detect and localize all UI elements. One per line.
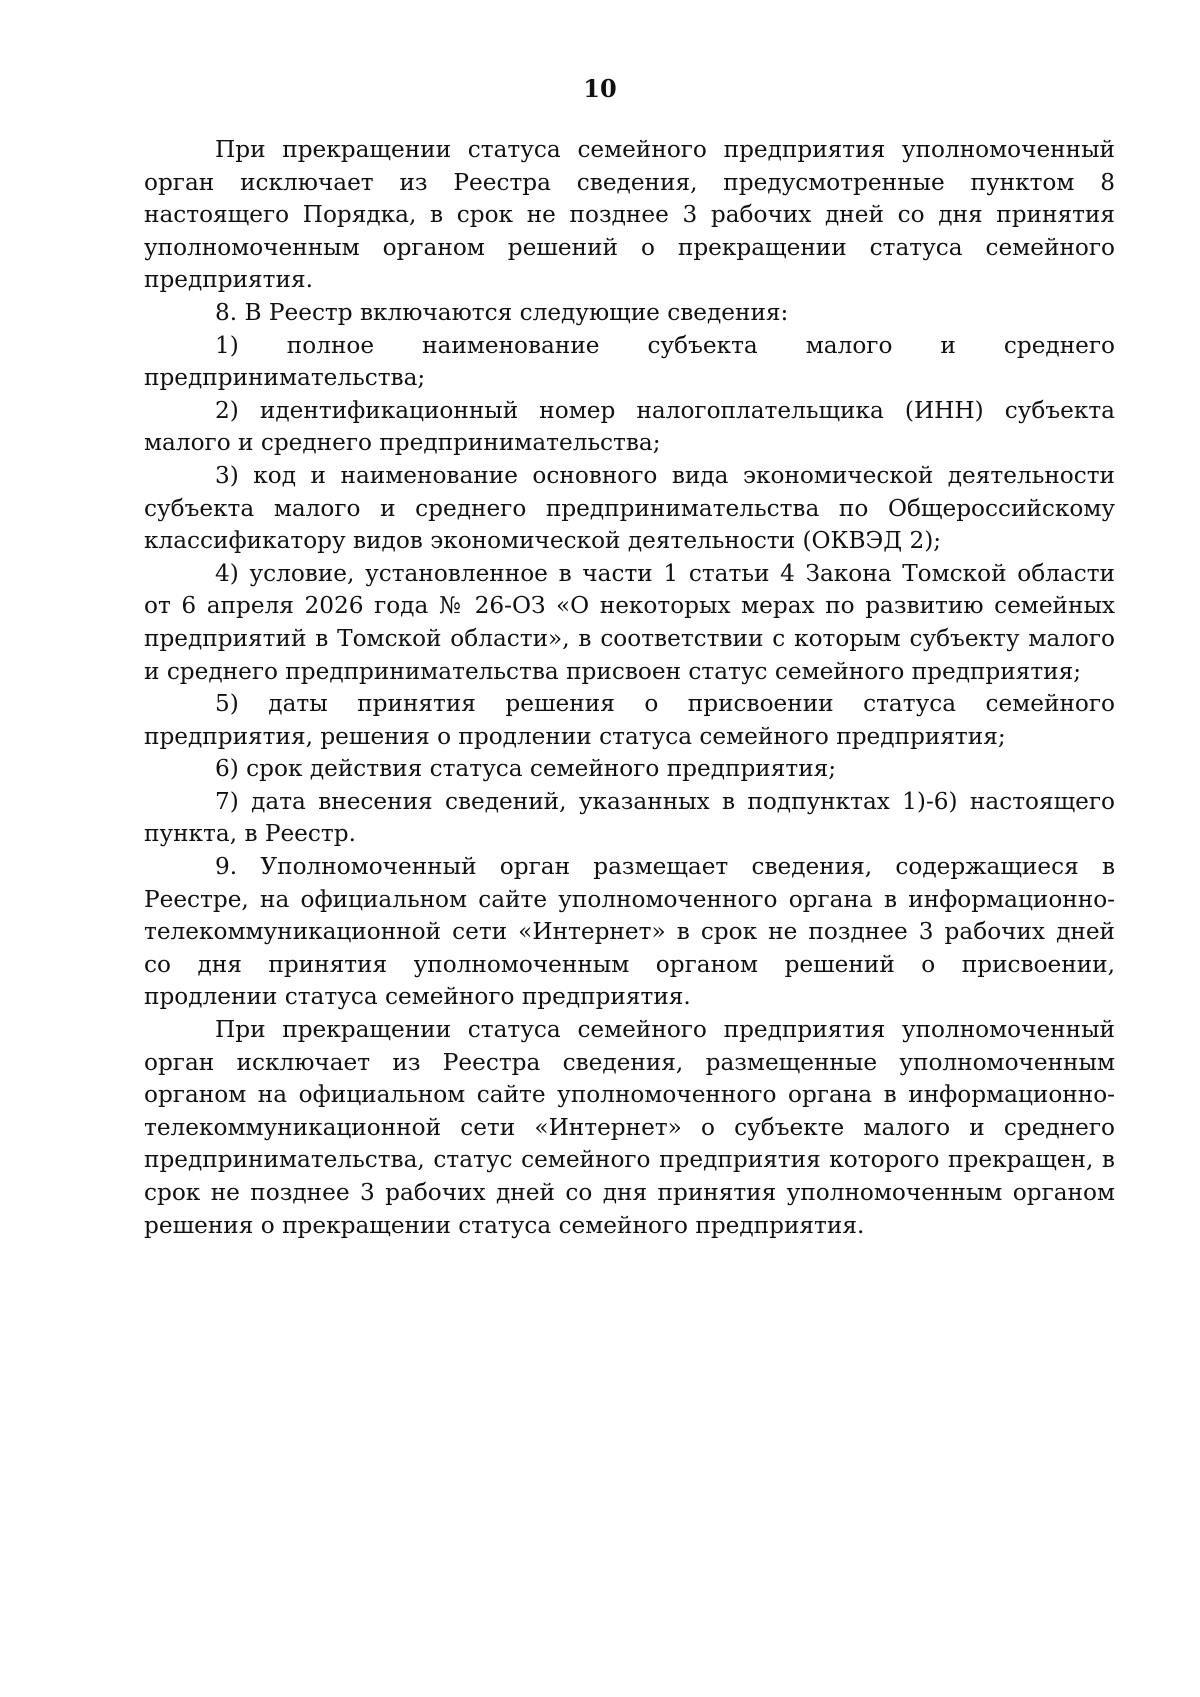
- paragraph-termination-exclusion: При прекращении статуса семейного предприятия уполномоченный орган исключает из Реестра сведения, предусмотренные пунктом 8 настоящего Порядка, в срок не позднее 3 рабочих дней со дня принятия уполномоченным органом решений о прекращении статуса семейного предприятия.: [144, 136, 1115, 294]
- paragraph-subitem-1: 1) полное наименование субъекта малого и среднего предпринимательства;: [144, 331, 1115, 392]
- document-body: [144, 134, 1115, 1242]
- paragraph-item-9: 9. Уполномоченный орган размещает сведения, содержащиеся в Реестре, на официальном сайте уполномоченного органа в информационно-телекоммуникационной сети «Интернет» в срок не позднее 3 рабочих дней со дня принятия уполномоченным органом решений о присвоении, продлении статуса семейного предприятия.: [144, 853, 1115, 1011]
- paragraph-subitem-2: 2) идентификационный номер налогоплательщика (ИНН) субъекта малого и среднего предпринимательства;: [144, 396, 1115, 457]
- page-number: 10: [583, 74, 617, 103]
- paragraph-termination-website-exclusion: При прекращении статуса семейного предприятия уполномоченный орган исключает из Реестра сведения, размещенные уполномоченным органом на официальном сайте уполномоченного органа в информационно-телекоммуникационной сети «Интернет» о субъекте малого и среднего предпринимательства, статус семейного предприятия которого прекращен, в срок не позднее 3 рабочих дней со дня принятия уполномоченным органом решения о прекращении статуса семейного предприятия.: [144, 1016, 1115, 1239]
- paragraph-item-8-heading: 8. В Реестр включаются следующие сведения:: [215, 298, 789, 326]
- paragraph-subitem-4: 4) условие, установленное в части 1 статьи 4 Закона Томской области от 6 апреля 2026 года № 26-ОЗ «О некоторых мерах по развитию семейных предприятий в Томской области», в соответствии с которым субъекту малого и среднего предпринимательства присвоен статус семейного предприятия;: [144, 559, 1115, 685]
- paragraph-subitem-5: 5) даты принятия решения о присвоении статуса семейного предприятия, решения о продлении статуса семейного предприятия;: [144, 690, 1115, 750]
- paragraph-subitem-6: 6) срок действия статуса семейного предприятия;: [215, 755, 837, 783]
- paragraph-subitem-7: 7) дата внесения сведений, указанных в подпунктах 1)-6) настоящего пункта, в Реестр.: [144, 787, 1115, 848]
- paragraph-subitem-3: 3) код и наименование основного вида экономической деятельности субъекта малого и среднего предпринимательства по Общероссийскому классификатору видов экономической деятельности (ОКВЭД 2);: [144, 461, 1115, 555]
